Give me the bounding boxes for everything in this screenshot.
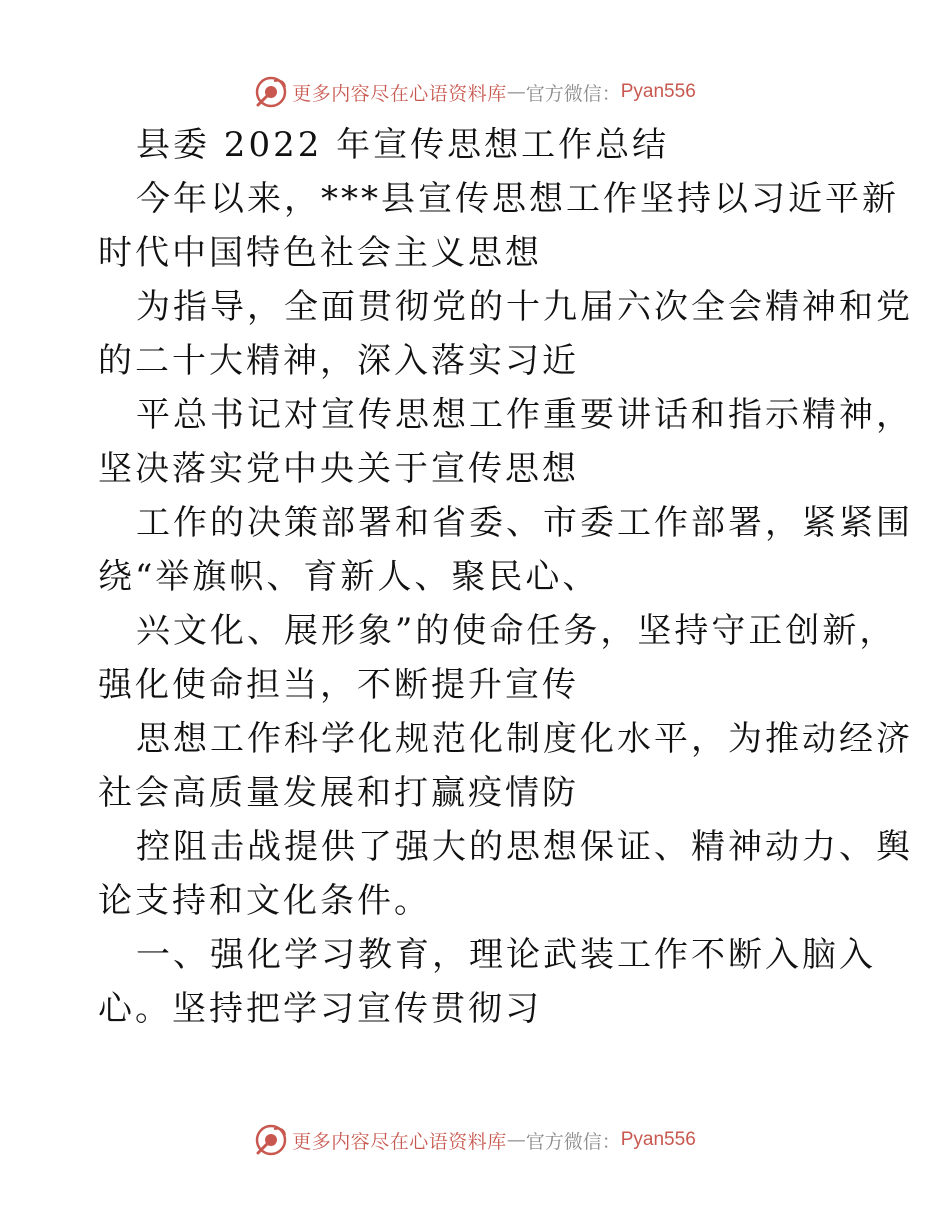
text-line: 时代中国特色社会主义思想 — [98, 233, 542, 273]
footer-watermark — [0, 1120, 950, 1160]
document-title: 县委 2022 年宣传思想工作总结 — [136, 125, 670, 165]
text-line: 论支持和文化条件。 — [98, 881, 431, 921]
text-line: 坚决落实党中央关于宣传思想 — [98, 449, 579, 489]
watermark-contact-label: 官方微信： — [525, 1130, 621, 1153]
text-line: 为指导，全面贯彻党的十九届六次全会精神和党 — [136, 287, 913, 327]
text-line: 绕“举旗帜、育新人、聚民心、 — [98, 557, 600, 597]
text-line: 平总书记对宣传思想工作重要讲话和指示精神， — [136, 395, 913, 435]
text-line: 强化使命担当，不断提升宣传 — [98, 665, 579, 705]
watermark-contact-label: 官方微信： — [525, 82, 621, 105]
pen-logo-icon — [254, 75, 288, 109]
watermark-separator: — — [506, 1129, 526, 1151]
text-line: 的二十大精神，深入落实习近 — [98, 341, 579, 381]
pen-logo-icon — [254, 1123, 288, 1157]
watermark-site: 更多内容尽在心语资料库 — [292, 82, 507, 105]
document-body — [98, 118, 913, 1036]
text-line: 心。坚持把学习宣传贯彻习 — [98, 989, 542, 1029]
section-heading-line: 一、强化学习教育，理论武装工作不断入脑入 — [136, 935, 876, 975]
watermark-contact-id: Pyan556 — [620, 81, 696, 102]
text-line: 兴文化、展形象”的使命任务，坚持守正创新， — [136, 611, 897, 651]
watermark-contact-id: Pyan556 — [620, 1129, 696, 1150]
watermark-separator: — — [506, 81, 526, 103]
text-line: 社会高质量发展和打赢疫情防 — [98, 773, 579, 813]
watermark-site: 更多内容尽在心语资料库 — [292, 1130, 507, 1153]
text-line: 工作的决策部署和省委、市委工作部署，紧紧围 — [136, 503, 913, 543]
text-line: 控阻击战提供了强大的思想保证、精神动力、舆 — [136, 827, 913, 867]
text-line: 今年以来，***县宣传思想工作坚持以习近平新 — [136, 179, 899, 219]
header-watermark — [0, 72, 950, 112]
text-line: 思想工作科学化规范化制度化水平，为推动经济 — [136, 719, 913, 759]
